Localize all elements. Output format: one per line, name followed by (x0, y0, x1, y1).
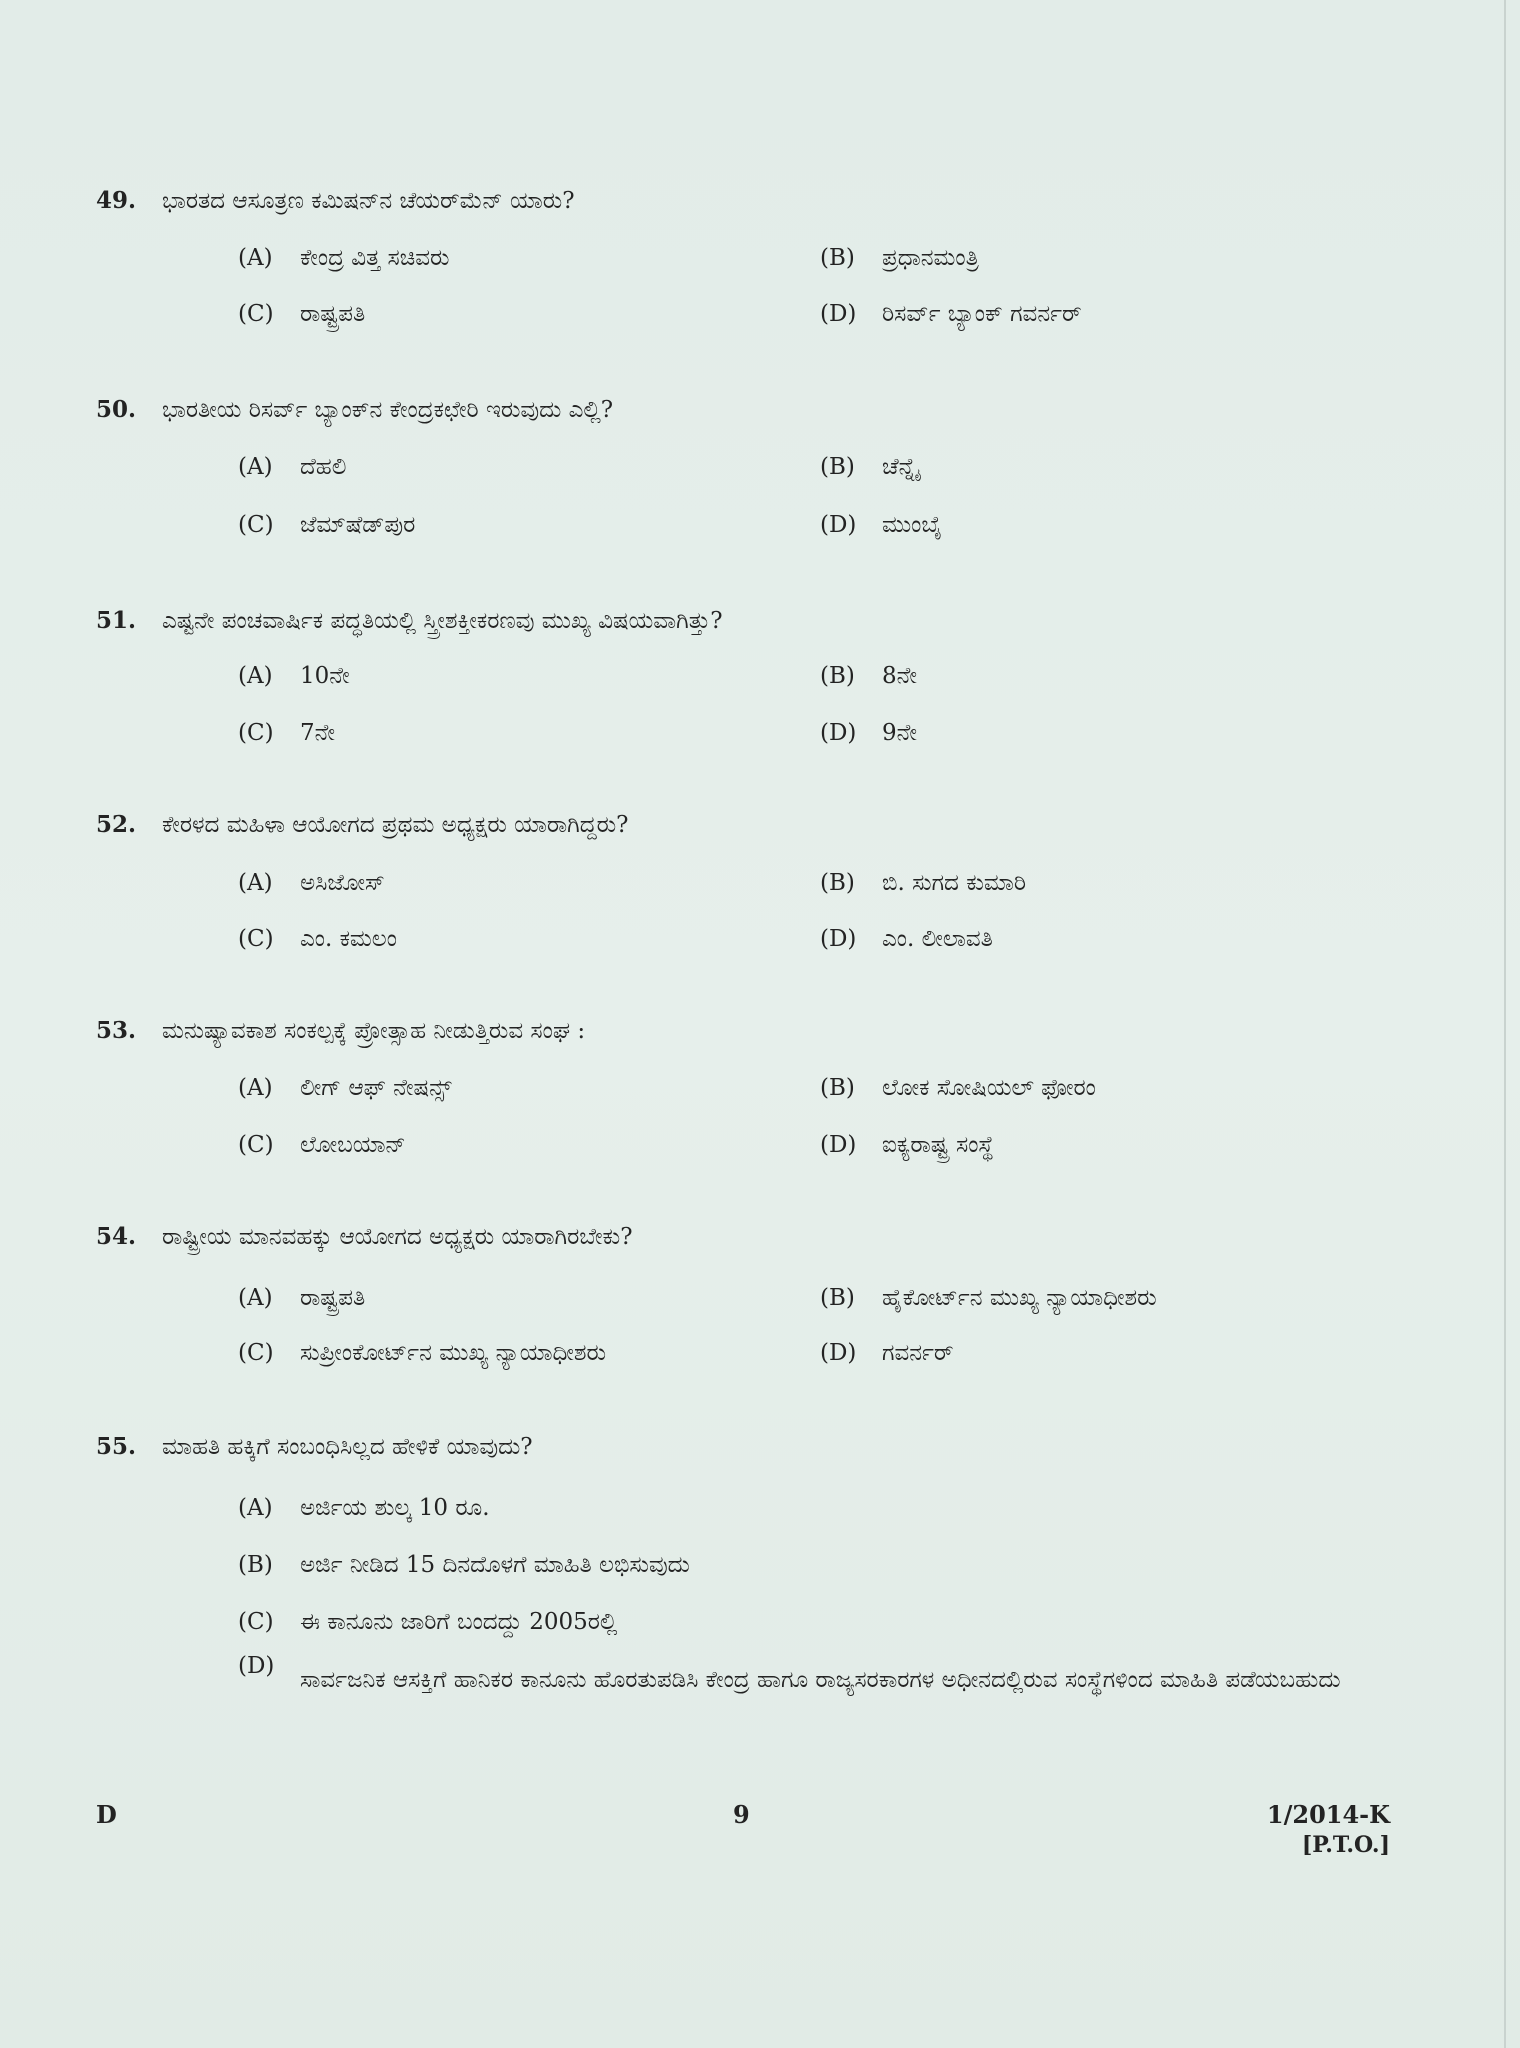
question-number: 54. (96, 1223, 137, 1250)
pto-note: [P.T.O.] (1301, 1832, 1390, 1858)
option-b (820, 868, 1026, 898)
option-text: ಲೀಗ್ ಆಫ್ ನೇಷನ್ಸ್ (300, 1075, 452, 1101)
question-number: 49. (96, 187, 137, 214)
option-a (238, 1073, 452, 1103)
option-text: ರಿಸರ್ವ್ ಬ್ಯಾಂಕ್ ಗವರ್ನರ್ (882, 301, 1082, 327)
option-b (820, 661, 917, 691)
option-text: ಐಕ್ಯರಾಷ್ಟ್ರ ಸಂಸ್ಥೆ (882, 1132, 994, 1158)
option-d (820, 1130, 994, 1160)
question-text: ಭಾರತದ ಆಸೂತ್ರಣ ಕಮಿಷನ್‌ನ ಚೆಯರ್‌ಮೆನ್ ಯಾರು? (162, 188, 575, 214)
option-a (238, 1493, 490, 1523)
option-a (238, 661, 350, 691)
option-label: (D) (820, 301, 857, 327)
page-number: 9 (733, 1800, 750, 1829)
question-text: ಮಾಹತಿ ಹಕ್ಕಿಗೆ ಸಂಬಂಧಿಸಿಲ್ಲದ ಹೇಳಿಕೆ ಯಾವುದು? (162, 1434, 533, 1460)
option-text: ರಾಷ್ಟ್ರಪತಿ (300, 1285, 366, 1311)
option-text: ಸುಪ್ರೀಂಕೋರ್ಟ್‌ನ ಮುಖ್ಯ ನ್ಯಾಯಾಧೀಶರು (300, 1340, 607, 1366)
option-text: 10ನೇ (300, 663, 350, 689)
series-code: D (96, 1800, 117, 1829)
option-text: ಎಂ. ಲೀಲಾವತಿ (882, 926, 993, 952)
option-label: (B) (820, 870, 855, 896)
option-label: (B) (820, 1075, 855, 1101)
option-label: (B) (820, 454, 855, 480)
option-text: ಸಾರ್ವಜನಿಕ ಆಸಕ್ತಿಗೆ ಹಾನಿಕರ ಕಾನೂನು ಹೊರತುಪಡಿಸಿ ಕೇಂದ್ರ ಹಾಗೂ ರಾಜ್ಯಸರಕಾರಗಳ ಅಧೀನದಲ್ಲಿರುವ ಸಂಸ್ಥೆಗಳಿಂದ ಮಾಹಿತಿ ಪಡೆಯಬಹುದು (300, 1667, 1341, 1693)
option-text: ರಾಷ್ಟ್ರಪತಿ (300, 301, 366, 327)
question-number: 53. (96, 1017, 137, 1044)
option-c (238, 718, 335, 748)
question-number: 55. (96, 1433, 137, 1460)
option-c (238, 1607, 617, 1637)
option-label: (C) (238, 720, 274, 746)
option-text: ಹೈಕೋರ್ಟ್‌ನ ಮುಖ್ಯ ನ್ಯಾಯಾಧೀಶರು (882, 1285, 1157, 1311)
option-b (820, 243, 979, 273)
option-label: (C) (238, 1609, 274, 1635)
option-label: (A) (238, 1285, 273, 1311)
option-text: ಲೋಕ ಸೋಷಿಯಲ್ ಫೋರಂ (882, 1075, 1096, 1101)
option-text: ಲೋಬಯಾನ್ (300, 1132, 406, 1158)
option-text: ಎಂ. ಕಮಲಂ (300, 926, 397, 952)
option-a (238, 868, 385, 898)
option-d (820, 510, 942, 540)
option-label: (A) (238, 870, 273, 896)
option-text: ಅಸಿಜೋಸ್ (300, 870, 385, 896)
option-label: (D) (820, 1340, 857, 1366)
option-d (238, 1651, 1430, 1709)
option-label: (D) (238, 1653, 275, 1679)
question-text: ಎಷ್ಟನೇ ಪಂಚವಾರ್ಷಿಕ ಪದ್ಧತಿಯಲ್ಲಿ ಸ್ತ್ರೀಶಕ್ತೀಕರಣವು ಮುಖ್ಯ ವಿಷಯವಾಗಿತ್ತು? (162, 608, 723, 634)
question-text: ಭಾರತೀಯ ರಿಸರ್ವ್ ಬ್ಯಾಂಕ್‌ನ ಕೇಂದ್ರಕಛೇರಿ ಇರುವುದು ಎಲ್ಲಿ? (162, 397, 614, 423)
option-text: ಈ ಕಾನೂನು ಜಾರಿಗೆ ಬಂದದ್ದು 2005ರಲ್ಲಿ (300, 1609, 618, 1635)
option-text: 8ನೇ (882, 663, 917, 689)
option-d (820, 924, 993, 954)
option-c (238, 924, 397, 954)
option-label: (D) (820, 1132, 857, 1158)
option-text: ಪ್ರಧಾನಮಂತ್ರಿ (882, 245, 979, 271)
option-d (820, 1338, 954, 1368)
option-text: ಜೆಮ್‌ಷೆಡ್‌ಪುರ (300, 512, 416, 538)
option-label: (D) (820, 720, 857, 746)
option-a (238, 1283, 365, 1313)
option-label: (B) (820, 1285, 855, 1311)
option-b (238, 1550, 690, 1580)
option-label: (A) (238, 454, 273, 480)
option-label: (C) (238, 926, 274, 952)
option-label: (B) (238, 1552, 273, 1578)
option-label: (C) (238, 301, 274, 327)
option-label: (B) (820, 245, 855, 271)
option-label: (A) (238, 245, 273, 271)
option-label: (A) (238, 663, 273, 689)
question-number: 51. (96, 607, 137, 634)
option-text: ಗವರ್ನರ್ (882, 1340, 954, 1366)
option-label: (C) (238, 1340, 274, 1366)
option-b (820, 452, 919, 482)
question-number: 50. (96, 396, 137, 423)
option-label: (C) (238, 512, 274, 538)
question-number: 52. (96, 811, 137, 838)
paper-code: 1/2014-K (1266, 1800, 1390, 1829)
option-text: 7ನೇ (300, 720, 335, 746)
option-d (820, 718, 917, 748)
question-text: ಕೇರಳದ ಮಹಿಳಾ ಆಯೋಗದ ಪ್ರಥಮ ಅಧ್ಯಕ್ಷರು ಯಾರಾಗಿದ್ದರು? (162, 812, 629, 838)
option-text: 9ನೇ (882, 720, 917, 746)
option-b (820, 1283, 1157, 1313)
option-label: (B) (820, 663, 855, 689)
option-text: ಅರ್ಜಿ ನೀಡಿದ 15 ದಿನದೊಳಗೆ ಮಾಹಿತಿ ಲಭಿಸುವುದು (300, 1552, 690, 1578)
option-b (820, 1073, 1096, 1103)
option-label: (D) (820, 926, 857, 952)
option-a (238, 452, 346, 482)
option-text: ಮುಂಬೈ (882, 512, 942, 538)
option-text: ಕೇಂದ್ರ ವಿತ್ತ ಸಚಿವರು (300, 245, 450, 271)
question-text: ಮನುಷ್ಯಾವಕಾಶ ಸಂಕಲ್ಪಕ್ಕೆ ಪ್ರೋತ್ಸಾಹ ನೀಡುತ್ತಿರುವ ಸಂಘ : (162, 1018, 586, 1044)
option-a (238, 243, 449, 273)
option-c (238, 1130, 406, 1160)
option-label: (D) (820, 512, 857, 538)
option-c (238, 1338, 606, 1368)
option-text: ಚೆನ್ನೈ (882, 454, 920, 480)
option-text: ಅರ್ಜಿಯ ಶುಲ್ಕ 10 ರೂ. (300, 1495, 490, 1521)
page-edge (1504, 0, 1506, 2048)
option-d (820, 299, 1082, 329)
option-label: (A) (238, 1495, 273, 1521)
option-label: (C) (238, 1132, 274, 1158)
option-c (238, 510, 415, 540)
option-c (238, 299, 365, 329)
option-text: ದೆಹಲಿ (300, 454, 347, 480)
question-text: ರಾಷ್ಟ್ರೀಯ ಮಾನವಹಕ್ಕು ಆಯೋಗದ ಅಧ್ಯಕ್ಷರು ಯಾರಾಗಿರಬೇಕು? (162, 1224, 633, 1250)
option-label: (A) (238, 1075, 273, 1101)
option-text: ಬಿ. ಸುಗದ ಕುಮಾರಿ (882, 870, 1027, 896)
